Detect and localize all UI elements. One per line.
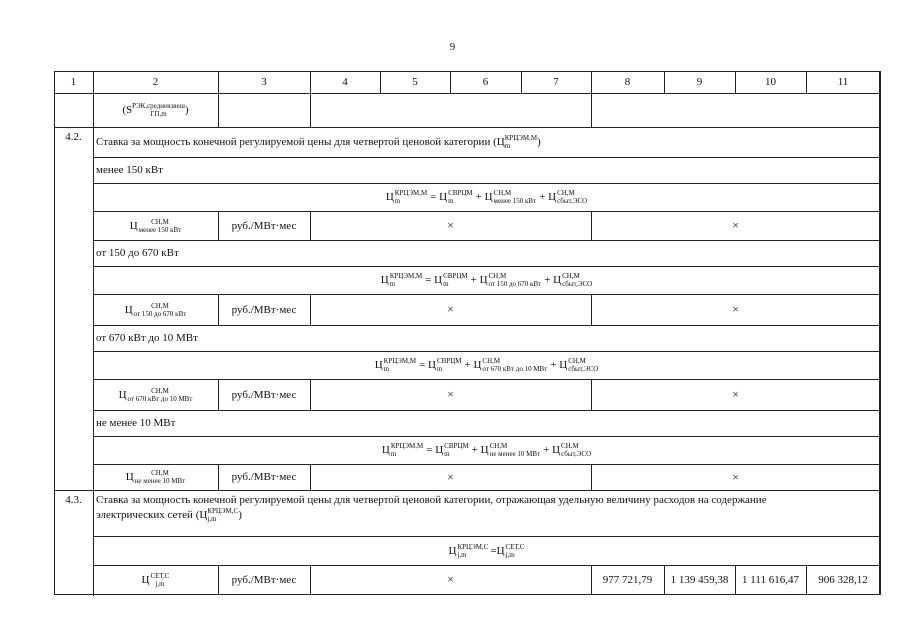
s43-f-lhs-sup: КРЦЭМ,С bbox=[457, 542, 489, 551]
group-3-label-sub: не менее 10 МВт bbox=[134, 477, 186, 485]
group-1-f-t1-indices bbox=[443, 272, 468, 288]
group-0-f-t2-sub: менее 150 кВт bbox=[493, 197, 537, 205]
group-0-f-t3-indices bbox=[557, 189, 587, 205]
header-col-4 bbox=[310, 71, 381, 94]
group-2-f-t1-sup: СВРЦМ bbox=[437, 357, 462, 365]
group-1-formula bbox=[381, 272, 592, 288]
group-3-f-t1 bbox=[426, 442, 468, 458]
group-0-f-t3-sup: СН,М bbox=[557, 189, 575, 197]
group-3-f-t2-sub: не менее 10 МВт bbox=[489, 450, 541, 458]
group-1-f-t3-indices bbox=[562, 272, 592, 288]
group-0-f-t3-sub: сбыт,ЭСО bbox=[557, 197, 588, 205]
s43-label-base: Ц bbox=[141, 573, 150, 586]
group-0-f-t1-sup: СВРЦМ bbox=[448, 189, 473, 197]
group-2-formula bbox=[375, 357, 599, 373]
group-1-x2: × bbox=[732, 302, 739, 316]
group-1-f-t2 bbox=[471, 272, 542, 288]
s43-unit-cell bbox=[218, 565, 311, 595]
s43-formula bbox=[449, 543, 525, 559]
group-1-formula-cell bbox=[93, 266, 881, 295]
s43-v8: 977 721,79 bbox=[602, 573, 653, 586]
header-col-8 bbox=[591, 71, 665, 94]
group-1-label-base: Ц bbox=[124, 303, 133, 316]
group-0-f-lhs-sub: m bbox=[394, 197, 401, 205]
row0-symbol-cell bbox=[93, 93, 219, 128]
header-col-2 bbox=[93, 71, 219, 94]
group-0-f-lhs-indices bbox=[395, 189, 427, 205]
group-0-formula bbox=[386, 189, 587, 205]
s42-title-cell bbox=[93, 127, 881, 158]
row0-symbol-sub: ГП,m bbox=[150, 110, 167, 118]
group-1-f-t3 bbox=[544, 272, 592, 288]
header-col-2-label: 2 bbox=[152, 76, 159, 88]
group-3-f-t3-base: + Ц bbox=[543, 444, 561, 456]
header-col-8-label: 8 bbox=[624, 76, 631, 88]
s42-title-text: Ставка за мощность конечной регулируемой цены для четвертой ценовой категории (Ц bbox=[96, 136, 505, 148]
group-0-f-t1-sub: m bbox=[448, 197, 454, 205]
row0-symbol-close: ) bbox=[184, 104, 189, 116]
group-3-f-lhs-sup: КРЦЭМ,М bbox=[390, 442, 424, 450]
s43-label-indices bbox=[151, 572, 170, 588]
group-0-f-t3 bbox=[539, 189, 587, 205]
group-1-f-lhs-sup: КРЦЭМ,М bbox=[389, 272, 423, 280]
s43-f-lhs bbox=[449, 543, 489, 559]
group-1-f-lhs-base: Ц bbox=[380, 274, 389, 286]
s43-title-indices bbox=[207, 507, 238, 523]
group-3-label bbox=[126, 469, 186, 485]
row0-symbol bbox=[122, 102, 188, 118]
group-2-f-t1-base: = Ц bbox=[419, 359, 436, 371]
s43-num: 4.3. bbox=[65, 494, 82, 506]
group-1-label-sup: СН,М bbox=[151, 301, 169, 310]
group-1-f-t3-sup: СН,М bbox=[562, 272, 580, 280]
s43-f-rhs-sup: СЕТ,С bbox=[505, 542, 525, 551]
group-1-f-t1-base: = Ц bbox=[425, 274, 443, 286]
group-2-f-t3-indices bbox=[568, 357, 598, 373]
s43-v8-cell bbox=[591, 565, 665, 595]
group-2-x2: × bbox=[732, 387, 739, 401]
group-2-f-lhs-sub: m bbox=[383, 365, 390, 373]
group-3-f-lhs-sub: m bbox=[390, 450, 397, 458]
group-2-f-t3-sup: СН,М bbox=[568, 357, 586, 365]
s42-num: 4.2. bbox=[65, 131, 82, 143]
s43-title-line2-text: электрических сетей (Ц bbox=[96, 508, 208, 521]
group-2-f-t3-base: + Ц bbox=[550, 359, 568, 371]
group-2-f-t2-sub: от 670 кВт до 10 МВт bbox=[482, 365, 548, 373]
group-1-f-lhs bbox=[381, 272, 422, 288]
header-col-5 bbox=[380, 71, 451, 94]
group-1-f-t2-indices bbox=[489, 272, 542, 288]
group-0-label bbox=[130, 218, 182, 234]
group-0-f-t3-base: + Ц bbox=[539, 191, 557, 203]
group-2-label-sup: СН,М bbox=[151, 386, 169, 395]
header-col-1-label: 1 bbox=[70, 76, 77, 88]
s43-title-close: ) bbox=[238, 508, 242, 521]
group-1-heading-cell bbox=[93, 240, 881, 267]
group-2-heading: от 670 кВт до 10 МВт bbox=[96, 332, 198, 344]
s43-x1-cell bbox=[310, 565, 592, 595]
group-2-x1-cell bbox=[310, 379, 592, 411]
group-1-x2-cell bbox=[591, 294, 881, 326]
header-col-6 bbox=[450, 71, 522, 94]
s43-v11: 906 328,12 bbox=[818, 573, 868, 586]
group-3-f-t2-sup: СН,М bbox=[489, 442, 508, 450]
group-3-x1-cell bbox=[310, 464, 592, 491]
header-col-7-label: 7 bbox=[553, 76, 559, 88]
row0-symbol-base: (S bbox=[122, 104, 133, 116]
header-col-9-label: 9 bbox=[696, 76, 703, 88]
group-3-x2: × bbox=[732, 469, 739, 484]
group-1-f-t1-sub: m bbox=[443, 280, 449, 288]
row0-symbol-indices bbox=[132, 102, 185, 118]
s43-f-rhs bbox=[490, 543, 524, 559]
group-2-formula-cell bbox=[93, 351, 881, 380]
group-1-f-lhs-sub: m bbox=[389, 280, 396, 288]
group-1-f-t2-sup: СН,М bbox=[488, 272, 507, 280]
group-0-x1-cell bbox=[310, 211, 592, 241]
group-2-f-lhs-base: Ц bbox=[374, 359, 383, 371]
s43-title-line1: Ставка за мощность конечной регулируемой цены для четвертой ценовой категории, отражающая удельную величину расходов на содержание bbox=[96, 494, 767, 506]
group-3-unit: руб./МВт·мес bbox=[231, 471, 297, 483]
group-0-label-indices bbox=[139, 218, 182, 234]
group-1-f-t1 bbox=[425, 272, 467, 288]
header-col-11 bbox=[806, 71, 881, 94]
group-1-x1-cell bbox=[310, 294, 592, 326]
group-2-unit: руб./МВт·мес bbox=[231, 388, 297, 401]
group-0-unit: руб./МВт·мес bbox=[231, 219, 297, 232]
group-0-heading-cell bbox=[93, 157, 881, 184]
group-0-f-lhs bbox=[386, 189, 427, 205]
group-2-f-t1-indices bbox=[437, 357, 462, 373]
s43-formula-cell bbox=[93, 536, 881, 566]
header-col-1 bbox=[54, 71, 94, 94]
s43-label-cell bbox=[93, 565, 219, 595]
group-1-f-t3-sub: сбыт,ЭСО bbox=[562, 280, 593, 288]
group-1-f-t2-base: + Ц bbox=[470, 274, 488, 286]
group-2-f-t1 bbox=[419, 357, 461, 373]
group-2-f-t3-sub: сбыт,ЭСО bbox=[568, 365, 599, 373]
group-3-label-indices bbox=[135, 469, 186, 485]
group-3-f-lhs-base: Ц bbox=[381, 444, 390, 456]
s42-title-sub: m bbox=[504, 142, 511, 150]
group-1-unit-cell bbox=[218, 294, 311, 326]
s43-f-rhs-indices bbox=[506, 543, 525, 559]
header-col-3-label: 3 bbox=[261, 76, 267, 88]
group-3-f-t2-indices bbox=[490, 442, 541, 458]
group-3-label-sup: СН,М bbox=[151, 469, 169, 477]
header-col-5-label: 5 bbox=[412, 76, 418, 88]
row0-x2 bbox=[591, 93, 881, 128]
group-0-f-t1-indices bbox=[448, 189, 473, 205]
group-1-unit: руб./МВт·мес bbox=[231, 303, 297, 316]
s43-num-cell bbox=[54, 490, 94, 596]
group-2-f-t1-sub: m bbox=[437, 365, 443, 373]
group-2-label-cell bbox=[93, 379, 219, 411]
group-2-label-sub: от 670 кВт до 10 МВт bbox=[127, 394, 193, 403]
group-0-formula-cell bbox=[93, 183, 881, 212]
group-1-label-cell bbox=[93, 294, 219, 326]
group-3-f-lhs-indices bbox=[391, 442, 423, 458]
s43-unit: руб./МВт·мес bbox=[231, 573, 297, 586]
group-0-f-t2-indices bbox=[494, 189, 537, 205]
s43-x1: × bbox=[447, 572, 454, 586]
group-0-f-t1-base: = Ц bbox=[430, 191, 448, 203]
group-3-f-t1-indices bbox=[444, 442, 469, 458]
group-3-f-t2 bbox=[472, 442, 540, 458]
header-col-3 bbox=[218, 71, 311, 94]
group-0-f-lhs-sup: КРЦЭМ,М bbox=[394, 189, 428, 197]
group-0-label-sub: менее 150 кВт bbox=[138, 225, 182, 234]
header-col-7 bbox=[521, 71, 592, 94]
group-1-heading: от 150 до 670 кВт bbox=[96, 247, 179, 259]
row0-symbol-sup: РЭК,средневзвеш bbox=[132, 102, 185, 110]
group-2-f-t2-base: + Ц bbox=[464, 359, 482, 371]
group-3-f-t3-indices bbox=[561, 442, 591, 458]
group-3-f-t1-sup: СВРЦМ bbox=[444, 442, 469, 450]
group-2-f-lhs-sup: КРЦЭМ,М bbox=[383, 357, 417, 365]
group-3-unit-cell bbox=[218, 464, 311, 491]
row0-num bbox=[54, 93, 94, 128]
group-1-f-t2-sub: от 150 до 670 кВт bbox=[488, 280, 542, 288]
group-2-unit-cell bbox=[218, 379, 311, 411]
group-0-label-base: Ц bbox=[129, 219, 138, 232]
group-0-heading: менее 150 кВт bbox=[96, 164, 163, 176]
group-0-x1: × bbox=[447, 218, 454, 232]
s43-title-cell bbox=[93, 490, 881, 537]
group-2-f-t2-sup: СН,М bbox=[482, 357, 501, 365]
s42-title-indices bbox=[505, 134, 537, 150]
s43-label-sup: СЕТ,С bbox=[150, 571, 170, 580]
group-0-x2-cell bbox=[591, 211, 881, 241]
header-col-9 bbox=[664, 71, 736, 94]
group-2-f-t3 bbox=[550, 357, 598, 373]
group-2-heading-cell bbox=[93, 325, 881, 352]
group-0-label-sup: СН,М bbox=[151, 217, 169, 226]
header-col-11-label: 11 bbox=[837, 76, 849, 88]
group-0-f-lhs-base: Ц bbox=[385, 191, 394, 203]
group-3-heading: не менее 10 МВт bbox=[96, 417, 176, 429]
group-3-f-lhs bbox=[382, 442, 423, 458]
group-2-label-indices bbox=[128, 387, 193, 403]
group-2-f-lhs bbox=[375, 357, 416, 373]
group-3-f-t3-sub: сбыт,ЭСО bbox=[561, 450, 592, 458]
s42-num-cell bbox=[54, 127, 94, 491]
group-3-x2-cell bbox=[591, 464, 881, 491]
group-0-f-t1 bbox=[430, 189, 472, 205]
group-1-label-sub: от 150 до 670 кВт bbox=[133, 309, 187, 318]
s43-v10: 1 111 616,47 bbox=[742, 573, 799, 586]
group-3-label-cell bbox=[93, 464, 219, 491]
group-1-label-indices bbox=[134, 302, 187, 318]
header-col-10-label: 10 bbox=[765, 76, 776, 88]
s43-title-sub: j,m bbox=[207, 515, 217, 523]
group-3-f-t1-base: = Ц bbox=[426, 444, 444, 456]
page-number: 9 bbox=[449, 41, 456, 53]
group-1-f-t1-sup: СВРЦМ bbox=[443, 272, 468, 280]
s43-f-rhs-base: =Ц bbox=[490, 544, 505, 557]
s43-f-lhs-sub: j,m bbox=[457, 550, 467, 559]
s43-label-sub: j,m bbox=[155, 579, 165, 588]
group-3-x1: × bbox=[447, 469, 454, 484]
header-col-4-label: 4 bbox=[342, 76, 348, 88]
s43-title-line2 bbox=[96, 507, 242, 523]
group-1-label bbox=[125, 302, 187, 318]
group-3-formula bbox=[382, 442, 591, 458]
group-3-f-t3 bbox=[543, 442, 591, 458]
s43-label bbox=[142, 572, 170, 588]
s43-f-rhs-sub: j,m bbox=[505, 550, 515, 559]
group-3-f-t3-sup: СН,М bbox=[561, 442, 579, 450]
group-0-unit-cell bbox=[218, 211, 311, 241]
group-2-f-t2 bbox=[465, 357, 548, 373]
s43-f-lhs-indices bbox=[457, 543, 488, 559]
s43-v9-cell bbox=[664, 565, 736, 595]
row0-x1 bbox=[310, 93, 592, 128]
group-0-x2: × bbox=[732, 218, 739, 232]
group-2-label bbox=[119, 387, 193, 403]
s43-title-sup: КРЦЭМ,С bbox=[207, 507, 239, 515]
group-1-f-t3-base: + Ц bbox=[544, 274, 562, 286]
group-0-f-t2-sup: СН,М bbox=[493, 189, 512, 197]
s42-title-sup: КРЦЭМ,М bbox=[504, 134, 538, 142]
group-2-x1: × bbox=[447, 387, 454, 401]
s43-f-lhs-base: Ц bbox=[448, 544, 457, 557]
group-0-f-t2-base: + Ц bbox=[475, 191, 493, 203]
group-3-f-t2-base: + Ц bbox=[471, 444, 489, 456]
group-3-label-base: Ц bbox=[125, 471, 134, 483]
group-1-x1: × bbox=[447, 302, 454, 316]
s43-v10-cell bbox=[735, 565, 807, 595]
s42-title bbox=[96, 134, 541, 150]
header-col-6-label: 6 bbox=[482, 76, 489, 88]
group-2-f-lhs-indices bbox=[384, 357, 416, 373]
group-0-f-t2 bbox=[476, 189, 537, 205]
group-2-f-t2-indices bbox=[482, 357, 547, 373]
group-2-x2-cell bbox=[591, 379, 881, 411]
group-3-f-t1-sub: m bbox=[444, 450, 450, 458]
group-1-f-lhs-indices bbox=[390, 272, 422, 288]
row0-unit bbox=[218, 93, 311, 128]
group-0-label-cell bbox=[93, 211, 219, 241]
s43-v9: 1 139 459,38 bbox=[670, 573, 729, 586]
header-col-10 bbox=[735, 71, 807, 94]
group-3-formula-cell bbox=[93, 436, 881, 465]
s43-v11-cell bbox=[806, 565, 881, 595]
group-3-heading-cell bbox=[93, 410, 881, 437]
s42-title-close: ) bbox=[537, 136, 541, 148]
group-2-label-base: Ц bbox=[118, 388, 127, 401]
